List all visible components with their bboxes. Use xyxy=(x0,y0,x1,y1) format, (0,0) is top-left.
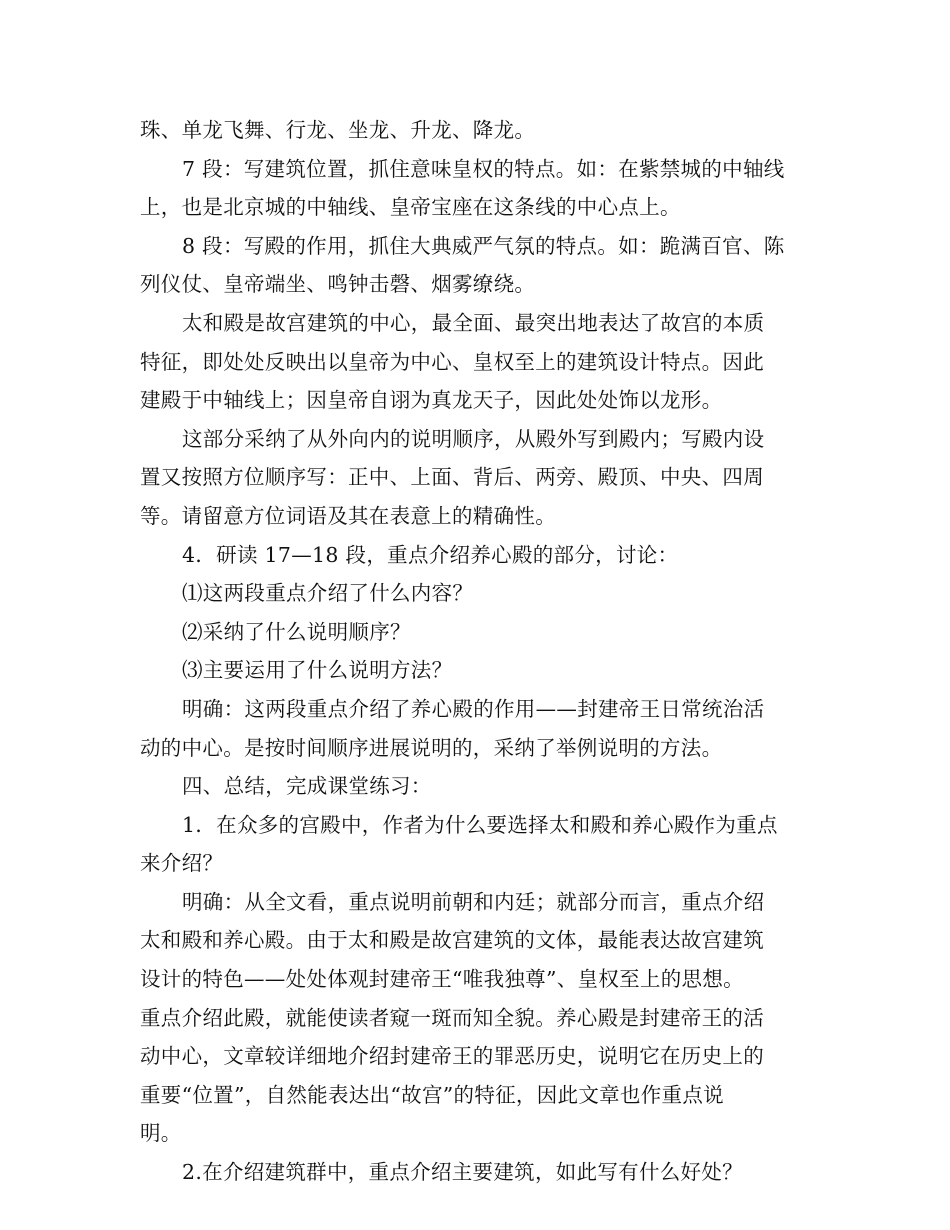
text-line: 明确：这两段重点介绍了养心殿的作用——封建帝王日常统治活 xyxy=(182,696,765,721)
text-line: 2.在介绍建筑群中，重点介绍主要建筑，如此写有什么好处？ xyxy=(182,1160,743,1185)
document-body xyxy=(140,111,812,1192)
text-line: ⑵采纳了什么说明顺序？ xyxy=(182,619,411,644)
text-line: 列仪仗、皇帝端坐、鸣钟击磬、烟雾缭绕。 xyxy=(140,272,536,297)
text-line: ⑴这两段重点介绍了什么内容？ xyxy=(182,581,474,606)
text-line: 明确：从全文看，重点说明前朝和内廷；就部分而言，重点介绍 xyxy=(182,889,765,914)
text-line: 上，也是北京城的中轴线、皇帝宝座在这条线的中心点上。 xyxy=(140,195,681,220)
text-line: 这部分采纳了从外向内的说明顺序，从殿外写到殿内；写殿内设 xyxy=(182,426,765,451)
text-line: 等。请留意方位词语及其在表意上的精确性。 xyxy=(140,503,556,528)
text-line: 明。 xyxy=(140,1121,182,1146)
text-line: 设计的特色——处处体观封建帝王“唯我独尊”、皇权至上的思想。 xyxy=(140,967,744,992)
text-line: 动中心，文章较详细地介绍封建帝王的罪恶历史，说明它在历史上的 xyxy=(140,1044,764,1069)
text-line: 置又按照方位顺序写：正中、上面、背后、两旁、殿顶、中央、四周 xyxy=(140,465,764,490)
text-line: 重要“位置”，自然能表达出“故宫”的特征，因此文章也作重点说 xyxy=(140,1082,724,1107)
text-line: 动的中心。是按时间顺序进展说明的，采纳了举例说明的方法。 xyxy=(140,735,723,760)
text-line: 1．在众多的宫殿中，作者为什么要选择太和殿和养心殿作为重点 xyxy=(182,812,778,837)
text-line: ⑶主要运用了什么说明方法？ xyxy=(182,658,453,683)
text-line: 4．研读 17—18 段，重点介绍养心殿的部分，讨论： xyxy=(182,542,679,567)
text-line: 珠、单龙飞舞、行龙、坐龙、升龙、降龙。 xyxy=(140,118,536,142)
text-line: 建殿于中轴线上；因皇帝自诩为真龙天子，因此处处饰以龙形。 xyxy=(140,388,723,413)
text-line: 太和殿和养心殿。由于太和殿是故宫建筑的文体，最能表达故宫建筑 xyxy=(140,928,764,953)
text-line: 四、总结，完成课堂练习： xyxy=(182,774,432,799)
text-line: 重点介绍此殿，就能使读者窥一斑而知全貌。养心殿是封建帝王的活 xyxy=(140,1005,764,1030)
text-line: 太和殿是故宫建筑的中心，最全面、最突出地表达了故宫的本质 xyxy=(182,310,765,335)
text-line: 特征，即处处反映出以皇帝为中心、皇权至上的建筑设计特点。因此 xyxy=(140,349,764,374)
text-line: 7 段：写建筑位置，抓住意味皇权的特点。如：在紫禁城的中轴线 xyxy=(182,156,785,181)
text-line: 8 段：写殿的作用，抓住大典威严气氛的特点。如：跪满百官、陈 xyxy=(182,233,785,258)
text-line: 来介绍？ xyxy=(140,851,224,876)
